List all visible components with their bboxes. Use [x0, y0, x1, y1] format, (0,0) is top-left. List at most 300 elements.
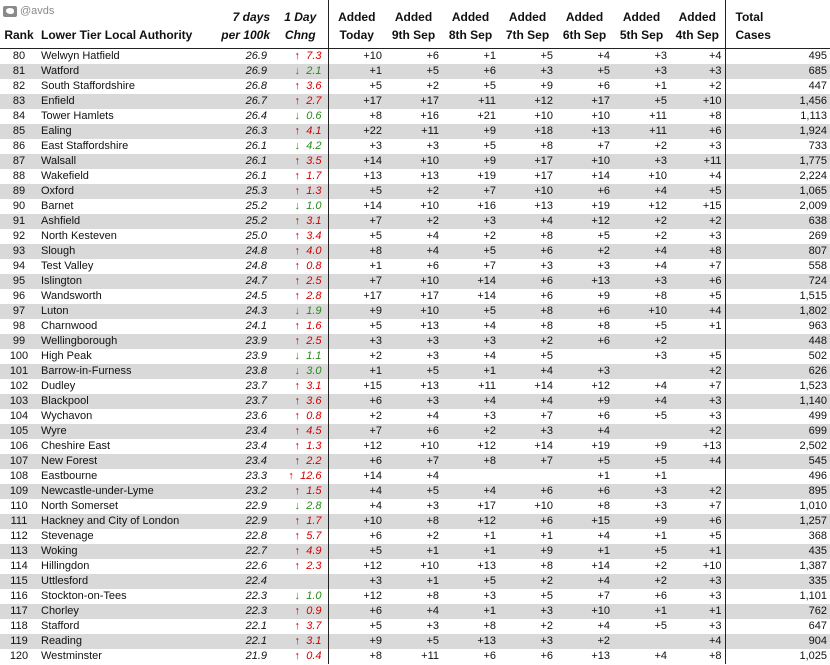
- change-value: 3.1: [306, 635, 322, 647]
- added-cell: [613, 634, 670, 649]
- added-cell: +14: [442, 274, 499, 289]
- arrow-up-icon: ↑: [294, 260, 300, 272]
- rank-cell: 83: [0, 94, 38, 109]
- added-cell: +14: [328, 199, 385, 214]
- added-cell: +1: [442, 49, 499, 65]
- authority-cell: North Kesteven: [38, 229, 215, 244]
- authority-cell: Enfield: [38, 94, 215, 109]
- arrow-up-icon: ↑: [294, 635, 300, 647]
- added-cell: +13: [385, 169, 442, 184]
- authority-cell: Reading: [38, 634, 215, 649]
- table-row: [0, 589, 830, 604]
- added-cell: +12: [499, 94, 556, 109]
- added-cell: +3: [328, 334, 385, 349]
- added-cell: +4: [613, 244, 670, 259]
- added-cell: +2: [613, 139, 670, 154]
- added-cell: +1: [328, 64, 385, 79]
- table-row: [0, 94, 830, 109]
- authority-header: Lower Tier Local Authority: [38, 0, 215, 49]
- added-cell: +3: [670, 574, 725, 589]
- added-cell: +12: [328, 559, 385, 574]
- rate-cell: 22.8: [215, 529, 273, 544]
- added-cell: +8: [670, 109, 725, 124]
- authority-cell: North Somerset: [38, 499, 215, 514]
- added-cell: +1: [613, 469, 670, 484]
- added-cell: +1: [670, 544, 725, 559]
- added-cell: +5: [670, 349, 725, 364]
- total-cell: 502: [725, 349, 830, 364]
- added-cell: +10: [499, 109, 556, 124]
- change-cell: [273, 199, 328, 214]
- authority-cell: New Forest: [38, 454, 215, 469]
- change-cell: [273, 574, 328, 589]
- added-cell: +5: [328, 229, 385, 244]
- added-cell: +3: [556, 364, 613, 379]
- table-row: [0, 64, 830, 79]
- change-cell: [273, 289, 328, 304]
- change-cell: [273, 259, 328, 274]
- table-row: [0, 409, 830, 424]
- rate-cell: 22.3: [215, 604, 273, 619]
- added-cell: +5: [385, 634, 442, 649]
- added-cell: +5: [499, 49, 556, 65]
- table-row: [0, 244, 830, 259]
- added-cell: +2: [556, 244, 613, 259]
- added-cell: +16: [385, 109, 442, 124]
- added-cell: +2: [385, 214, 442, 229]
- added-cell: +4: [670, 304, 725, 319]
- change-cell: [273, 274, 328, 289]
- added-cell: +10: [670, 559, 725, 574]
- arrow-up-icon: ↑: [294, 425, 300, 437]
- added-cell: +4: [556, 574, 613, 589]
- arrow-up-icon: ↑: [294, 455, 300, 467]
- rate-cell: 25.3: [215, 184, 273, 199]
- added-cell: +8: [442, 454, 499, 469]
- added-cell: +11: [385, 124, 442, 139]
- change-cell: [273, 364, 328, 379]
- total-cell: 626: [725, 364, 830, 379]
- added-cell: +9: [499, 79, 556, 94]
- added-cell: +2: [385, 184, 442, 199]
- change-value: 7.3: [306, 50, 322, 62]
- authority-cell: Stevenage: [38, 529, 215, 544]
- added-cell: +11: [670, 154, 725, 169]
- added-cell: +2: [670, 364, 725, 379]
- change-cell: [273, 424, 328, 439]
- authority-cell: Barrow-in-Furness: [38, 364, 215, 379]
- authority-cell: Welwyn Hatfield: [38, 49, 215, 65]
- added-cell: +17: [385, 289, 442, 304]
- added-cell: +4: [499, 214, 556, 229]
- rank-cell: 107: [0, 454, 38, 469]
- rank-cell: 86: [0, 139, 38, 154]
- added-4sep-header: Added 4th Sep: [670, 0, 725, 49]
- added-cell: +8: [670, 244, 725, 259]
- total-cell: 1,515: [725, 289, 830, 304]
- added-cell: +19: [556, 199, 613, 214]
- change-value: 3.6: [306, 395, 322, 407]
- change-cell: [273, 94, 328, 109]
- arrow-up-icon: ↑: [294, 440, 300, 452]
- added-cell: +22: [328, 124, 385, 139]
- arrow-up-icon: ↑: [294, 275, 300, 287]
- added-cell: +13: [385, 379, 442, 394]
- arrow-up-icon: ↑: [294, 560, 300, 572]
- change-value: 1.7: [306, 170, 322, 182]
- change-value: 1.0: [306, 590, 322, 602]
- added-cell: +7: [556, 589, 613, 604]
- added-cell: +3: [613, 274, 670, 289]
- rank-cell: 108: [0, 469, 38, 484]
- added-cell: +1: [670, 319, 725, 334]
- added-cell: +2: [385, 79, 442, 94]
- added-cell: +7: [499, 454, 556, 469]
- added-cell: +6: [556, 409, 613, 424]
- change-cell: [273, 214, 328, 229]
- arrow-up-icon: ↑: [294, 320, 300, 332]
- rank-cell: 84: [0, 109, 38, 124]
- added-cell: +1: [613, 529, 670, 544]
- added-cell: [670, 334, 725, 349]
- table-row: [0, 454, 830, 469]
- arrow-up-icon: ↑: [294, 605, 300, 617]
- added-cell: +10: [328, 514, 385, 529]
- change-cell: [273, 484, 328, 499]
- table-row: [0, 514, 830, 529]
- added-cell: +3: [442, 409, 499, 424]
- total-cell: 762: [725, 604, 830, 619]
- added-cell: +5: [385, 64, 442, 79]
- handle-text: @avds: [20, 5, 55, 17]
- added-cell: +17: [499, 154, 556, 169]
- change-cell: [273, 499, 328, 514]
- header-row: [0, 0, 830, 49]
- authority-cell: Ealing: [38, 124, 215, 139]
- change-cell: [273, 244, 328, 259]
- change-value: 0.8: [306, 260, 322, 272]
- added-cell: +5: [670, 184, 725, 199]
- rate-cell: 26.9: [215, 49, 273, 65]
- table-row: [0, 484, 830, 499]
- added-cell: +12: [328, 589, 385, 604]
- arrow-up-icon: ↑: [294, 185, 300, 197]
- added-cell: +2: [613, 214, 670, 229]
- arrow-up-icon: ↑: [294, 245, 300, 257]
- added-cell: +11: [613, 109, 670, 124]
- change-value: 2.3: [306, 560, 322, 572]
- added-cell: +6: [499, 514, 556, 529]
- change-value: 3.1: [306, 215, 322, 227]
- change-value: 1.7: [306, 515, 322, 527]
- added-cell: +10: [385, 304, 442, 319]
- rank-cell: 103: [0, 394, 38, 409]
- added-cell: +3: [670, 139, 725, 154]
- arrow-down-icon: ↓: [294, 200, 300, 212]
- rank-cell: 92: [0, 229, 38, 244]
- change-cell: [273, 559, 328, 574]
- added-cell: +1: [442, 364, 499, 379]
- rate-cell: 25.0: [215, 229, 273, 244]
- change-value: 1.3: [306, 440, 322, 452]
- added-cell: +5: [613, 544, 670, 559]
- table-row: [0, 214, 830, 229]
- added-cell: +3: [670, 229, 725, 244]
- rate-cell: 24.3: [215, 304, 273, 319]
- rate-cell: 21.9: [215, 649, 273, 664]
- added-cell: +3: [613, 49, 670, 65]
- added-cell: +4: [556, 424, 613, 439]
- change-value: 1.9: [306, 305, 322, 317]
- authority-cell: Luton: [38, 304, 215, 319]
- added-cell: +4: [670, 634, 725, 649]
- added-cell: +7: [499, 409, 556, 424]
- change-value: 0.4: [306, 650, 322, 662]
- added-cell: +7: [328, 214, 385, 229]
- arrow-down-icon: ↓: [294, 110, 300, 122]
- change-value: 0.8: [306, 410, 322, 422]
- table-body: [0, 49, 830, 665]
- added-cell: +6: [328, 529, 385, 544]
- added-cell: +4: [499, 394, 556, 409]
- change-value: 0.9: [306, 605, 322, 617]
- added-cell: +6: [670, 124, 725, 139]
- added-cell: +1: [670, 604, 725, 619]
- total-cell: 558: [725, 259, 830, 274]
- rate-cell: 23.3: [215, 469, 273, 484]
- added-cell: +5: [442, 304, 499, 319]
- added-cell: +6: [499, 649, 556, 664]
- added-cell: +8: [556, 319, 613, 334]
- authority-cell: Stockton-on-Tees: [38, 589, 215, 604]
- added-cell: +2: [670, 424, 725, 439]
- added-cell: +3: [670, 619, 725, 634]
- added-cell: +9: [556, 394, 613, 409]
- added-cell: +5: [385, 364, 442, 379]
- added-cell: +6: [556, 484, 613, 499]
- arrow-up-icon: ↑: [294, 125, 300, 137]
- change-cell: [273, 409, 328, 424]
- change-cell: [273, 229, 328, 244]
- rate-cell: 22.7: [215, 544, 273, 559]
- added-cell: +6: [328, 394, 385, 409]
- added-cell: +11: [442, 379, 499, 394]
- change-cell: [273, 439, 328, 454]
- added-cell: +8: [385, 514, 442, 529]
- added-cell: +5: [442, 574, 499, 589]
- total-cell: 1,387: [725, 559, 830, 574]
- change-value: 1.1: [306, 350, 322, 362]
- added-cell: +5: [556, 64, 613, 79]
- authority-cell: East Staffordshire: [38, 139, 215, 154]
- added-cell: +3: [670, 394, 725, 409]
- rate-cell: 25.2: [215, 199, 273, 214]
- added-cell: +2: [670, 214, 725, 229]
- change-value: 3.5: [306, 155, 322, 167]
- change-cell: [273, 124, 328, 139]
- total-cell: 2,224: [725, 169, 830, 184]
- total-cell: 447: [725, 79, 830, 94]
- change-cell: [273, 139, 328, 154]
- added-cell: +13: [385, 319, 442, 334]
- added-cell: +5: [670, 289, 725, 304]
- added-cell: +11: [442, 94, 499, 109]
- added-cell: +6: [442, 64, 499, 79]
- added-cell: +6: [556, 304, 613, 319]
- change-value: 0.6: [306, 110, 322, 122]
- added-cell: +13: [556, 274, 613, 289]
- table-row: [0, 334, 830, 349]
- added-cell: +4: [556, 619, 613, 634]
- change-cell: [273, 334, 328, 349]
- added-cell: +6: [442, 649, 499, 664]
- rank-cell: 114: [0, 559, 38, 574]
- total-cell: 685: [725, 64, 830, 79]
- total-cell: 496: [725, 469, 830, 484]
- added-cell: +5: [613, 94, 670, 109]
- added-cell: +5: [613, 409, 670, 424]
- added-cell: +1: [556, 544, 613, 559]
- added-cell: +10: [556, 109, 613, 124]
- rank-cell: 94: [0, 259, 38, 274]
- added-cell: +13: [556, 649, 613, 664]
- twitter-handle: [3, 3, 54, 19]
- added-cell: +4: [613, 184, 670, 199]
- added-cell: +17: [385, 94, 442, 109]
- total-cell: 2,009: [725, 199, 830, 214]
- added-cell: +4: [328, 499, 385, 514]
- total-cell: 269: [725, 229, 830, 244]
- added-cell: +14: [328, 154, 385, 169]
- added-cell: +3: [670, 409, 725, 424]
- arrow-up-icon: ↑: [294, 230, 300, 242]
- total-cell: 1,101: [725, 589, 830, 604]
- rate-cell: 26.1: [215, 139, 273, 154]
- added-cell: +3: [613, 349, 670, 364]
- added-cell: +13: [442, 559, 499, 574]
- rank-cell: 93: [0, 244, 38, 259]
- added-cell: +9: [556, 289, 613, 304]
- arrow-up-icon: ↑: [294, 95, 300, 107]
- total-cell: 435: [725, 544, 830, 559]
- added-cell: +10: [385, 439, 442, 454]
- total-cell: 647: [725, 619, 830, 634]
- added-cell: +3: [442, 214, 499, 229]
- authority-cell: Eastbourne: [38, 469, 215, 484]
- table-row: [0, 394, 830, 409]
- arrow-up-icon: ↑: [294, 395, 300, 407]
- rate-cell: 23.7: [215, 394, 273, 409]
- table-row: [0, 559, 830, 574]
- authority-cell: Uttlesford: [38, 574, 215, 589]
- table-row: [0, 529, 830, 544]
- arrow-up-icon: ↑: [294, 155, 300, 167]
- change-value: 1.5: [306, 485, 322, 497]
- added-cell: +8: [670, 649, 725, 664]
- added-cell: +2: [499, 334, 556, 349]
- added-cell: +7: [670, 379, 725, 394]
- change-value: 3.4: [306, 230, 322, 242]
- rate-cell: 22.1: [215, 634, 273, 649]
- added-cell: +6: [613, 589, 670, 604]
- total-cell: 733: [725, 139, 830, 154]
- change-cell: [273, 634, 328, 649]
- change-value: 2.1: [306, 65, 322, 77]
- added-cell: +7: [442, 259, 499, 274]
- added-cell: +17: [328, 289, 385, 304]
- table-row: [0, 439, 830, 454]
- added-cell: +3: [385, 394, 442, 409]
- change-cell: [273, 79, 328, 94]
- added-cell: +8: [499, 139, 556, 154]
- added-cell: +4: [442, 484, 499, 499]
- change-cell: [273, 154, 328, 169]
- added-cell: +6: [670, 514, 725, 529]
- change-cell: [273, 469, 328, 484]
- table-row: [0, 139, 830, 154]
- authority-cell: Stafford: [38, 619, 215, 634]
- added-cell: +10: [556, 604, 613, 619]
- added-cell: +4: [613, 259, 670, 274]
- added-cell: +4: [442, 394, 499, 409]
- total-cell: 495: [725, 49, 830, 65]
- added-cell: +6: [556, 79, 613, 94]
- change-cell: [273, 619, 328, 634]
- rank-cell: 99: [0, 334, 38, 349]
- added-cell: +3: [385, 619, 442, 634]
- authority-cell: Dudley: [38, 379, 215, 394]
- added-cell: +5: [613, 619, 670, 634]
- added-cell: +12: [442, 439, 499, 454]
- rate-cell: 26.3: [215, 124, 273, 139]
- added-cell: +7: [328, 274, 385, 289]
- added-cell: +12: [613, 199, 670, 214]
- added-cell: +19: [442, 169, 499, 184]
- rank-cell: 105: [0, 424, 38, 439]
- rank-cell: 111: [0, 514, 38, 529]
- total-cell: 904: [725, 634, 830, 649]
- added-cell: [670, 469, 725, 484]
- added-cell: +8: [499, 304, 556, 319]
- table-row: [0, 109, 830, 124]
- added-cell: +2: [499, 619, 556, 634]
- table-row: [0, 364, 830, 379]
- authority-cell: Test Valley: [38, 259, 215, 274]
- added-cell: +8: [328, 649, 385, 664]
- total-cell: 638: [725, 214, 830, 229]
- added-cell: [499, 469, 556, 484]
- added-cell: +3: [613, 154, 670, 169]
- added-cell: [442, 469, 499, 484]
- authority-cell: Oxford: [38, 184, 215, 199]
- added-cell: +10: [385, 154, 442, 169]
- authority-cell: Hillingdon: [38, 559, 215, 574]
- total-cell: 368: [725, 529, 830, 544]
- added-cell: +4: [670, 169, 725, 184]
- rank-cell: 88: [0, 169, 38, 184]
- added-cell: +8: [556, 499, 613, 514]
- added-cell: +7: [385, 454, 442, 469]
- twitter-bird-icon: [3, 6, 17, 17]
- added-cell: +1: [556, 469, 613, 484]
- authority-cell: Woking: [38, 544, 215, 559]
- table-row: [0, 229, 830, 244]
- authority-cell: Wellingborough: [38, 334, 215, 349]
- change-value: 4.5: [306, 425, 322, 437]
- arrow-down-icon: ↓: [294, 590, 300, 602]
- added-cell: +1: [442, 604, 499, 619]
- change-cell: [273, 349, 328, 364]
